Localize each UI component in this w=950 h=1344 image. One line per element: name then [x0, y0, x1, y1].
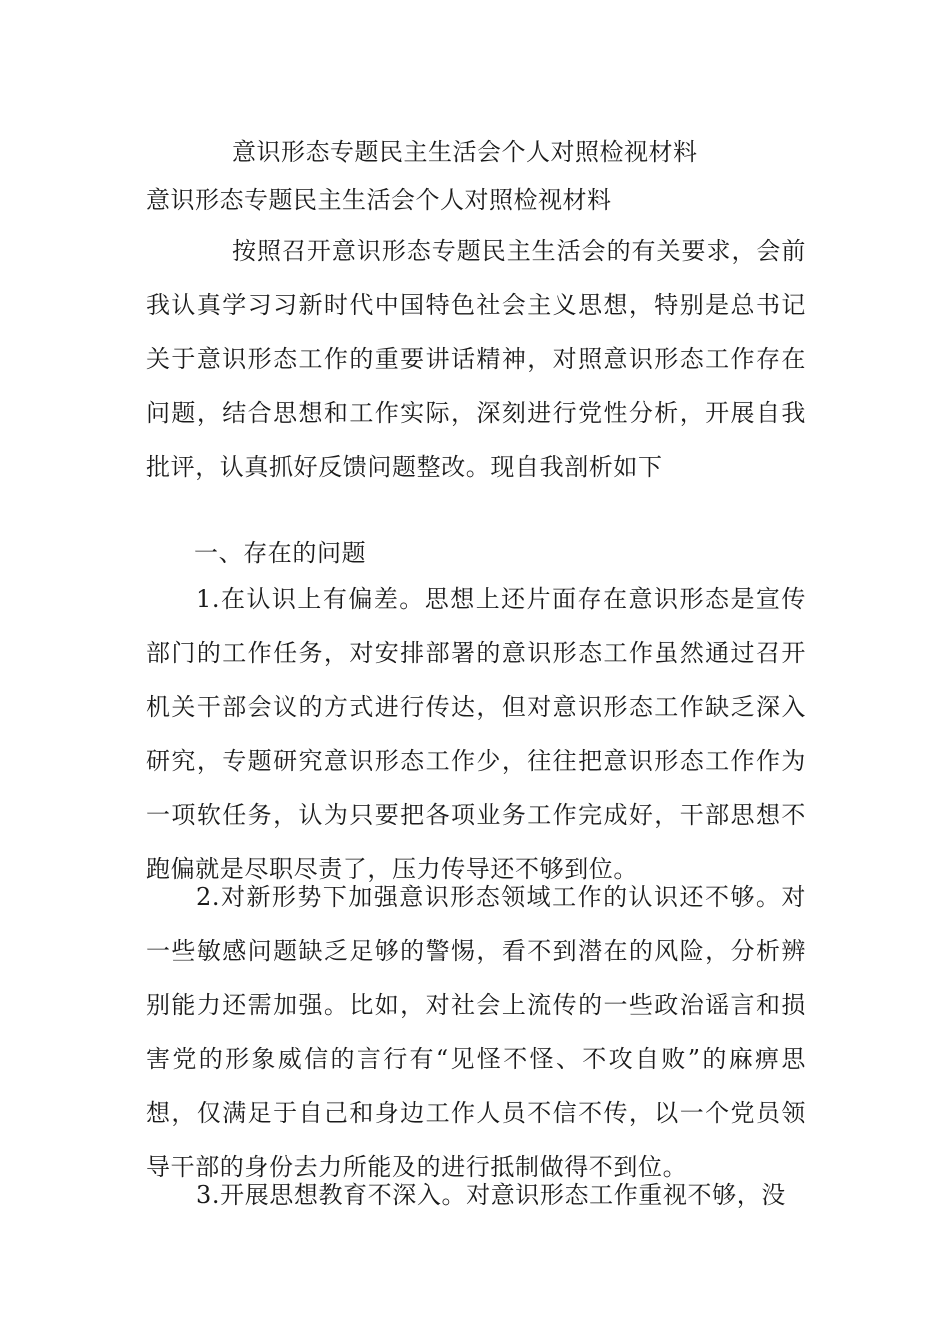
problem-item-3: 3.开展思想教育不深入。对意识形态工作重视不够，没 — [196, 1181, 786, 1209]
problem-item-1: 1.在认识上有偏差。思想上还片面存在意识形态是宣传部门的工作任务，对安排部署的意识形态工作虽然通过召开机关干部会议的方式进行传达，但对意识形态工作缺乏深入研究，专题研究意识形态工作少，往往把意识形态工作作为一项软任务，认为只要把各项业务工作完成好，干部思想不跑偏就是尽职尽责了，压力传导还不够到位。 — [146, 585, 806, 883]
intro-paragraph: 按照召开意识形态专题民主生活会的有关要求，会前我认真学习习新时代中国特色社会主义思想，特别是总书记关于意识形态工作的重要讲话精神，对照意识形态工作存在问题，结合思想和工作实际，深刻进行党性分析，开展自我批评，认真抓好反馈问题整改。现自我剖析如下 — [146, 237, 806, 481]
document-subtitle: 意识形态专题民主生活会个人对照检视材料 — [146, 186, 612, 214]
document-title: 意识形态专题民主生活会个人对照检视材料 — [232, 138, 698, 166]
problem-item-2: 2.对新形势下加强意识形态领域工作的认识还不够。对一些敏感问题缺乏足够的警惕，看不到潜在的风险，分析辨别能力还需加强。比如，对社会上流传的一些政治谣言和损害党的形象威信的言行有“见怪不怪、不攻自败”的麻痹思想，仅满足于自己和身边工作人员不信不传，以一个党员领导干部的身份去力所能及的进行抵制做得不到位。 — [146, 883, 806, 1181]
section-heading: 一、存在的问题 — [194, 539, 367, 567]
